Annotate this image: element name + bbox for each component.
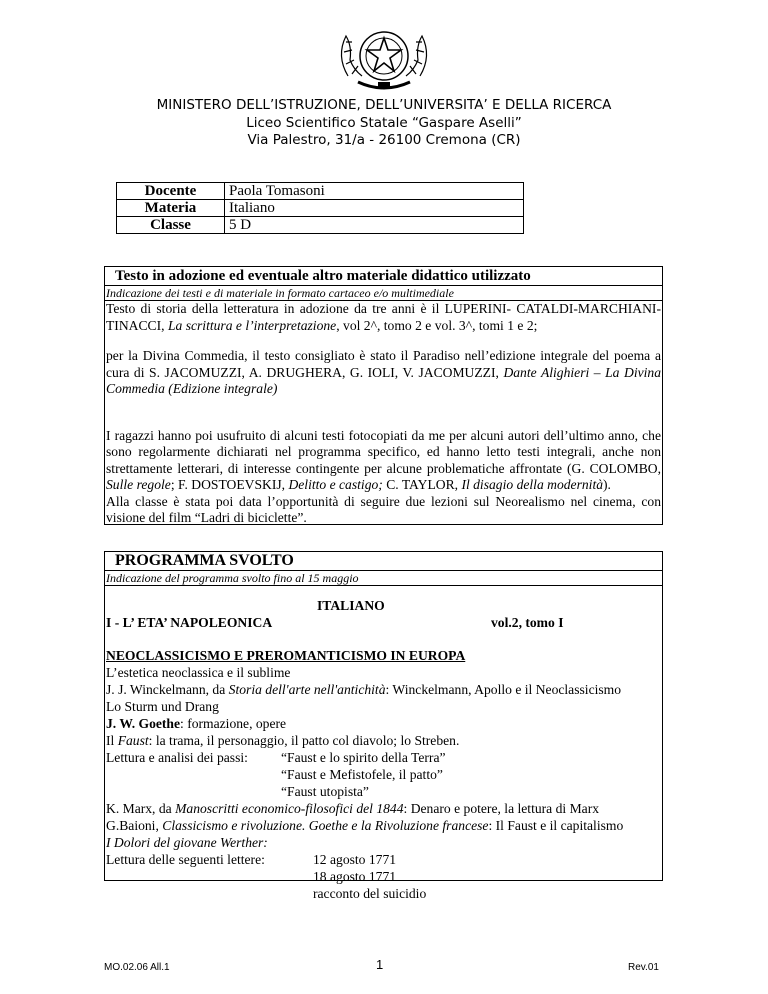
text-run: Testo di storia della letteratura in adozione da tre anni è il LUPERINI- CATALDI-MARCHIANI-TINACCI,: [106, 301, 661, 333]
school-address: Via Palestro, 31/a - 26100 Cremona (CR): [247, 132, 521, 148]
materials-paragraph: [106, 428, 661, 494]
text-run: ).: [603, 477, 611, 492]
info-row-materia: [117, 200, 524, 217]
materials-body: [105, 301, 662, 527]
page-number: 1: [376, 957, 384, 972]
letter-item: 18 agosto 1771: [313, 869, 397, 884]
passage-item: “Faust utopista”: [281, 784, 369, 799]
book-title: Il disagio della modernità: [461, 477, 604, 492]
info-label: Docente: [117, 183, 225, 200]
text-run: G.Baioni,: [106, 818, 163, 833]
info-value: Paola Tomasoni: [225, 183, 524, 200]
program-line: [106, 733, 459, 750]
info-label: Materia: [117, 200, 225, 217]
volume-ref: vol.2, tomo I: [491, 615, 564, 630]
book-title: Dante Alighieri – La Divina Commedia (Edizione integrale): [106, 364, 661, 396]
program-line: I Dolori del giovane Werther:: [106, 835, 268, 850]
text-run: : Denaro e potere, la lettura di Marx: [403, 801, 600, 816]
book-title: Manoscritti economico-filosofici del 1844: [175, 801, 404, 816]
book-title: Faust: [117, 733, 149, 748]
text-run: K. Marx, da: [106, 801, 176, 816]
program-line: Lo Sturm und Drang: [106, 699, 219, 714]
materials-paragraph: [106, 301, 661, 334]
revision: Rev.01: [628, 962, 659, 973]
republic-emblem: [328, 16, 440, 96]
text-run: C. TAYLOR,: [382, 477, 462, 492]
text-run: Il: [106, 733, 118, 748]
program-line: Lettura delle seguenti lettere:: [106, 852, 265, 867]
document-code: MO.02.06 All.1: [104, 962, 170, 973]
text-run: ; F. DOSTOEVSKIJ,: [170, 477, 289, 492]
info-value: 5 D: [225, 217, 524, 234]
book-title: Delitto e castigo;: [288, 477, 383, 492]
program-line: [106, 818, 623, 835]
programma-title: PROGRAMMA SVOLTO: [105, 552, 662, 571]
section-heading: NEOCLASSICISMO E PREROMANTICISMO IN EUROPA: [106, 648, 466, 663]
program-line: [106, 801, 599, 818]
program-line: [106, 716, 286, 733]
text-run: , vol 2^, tomo 2 e vol. 3^, tomi 1 e 2;: [336, 317, 538, 333]
text-run: : formazione, opere: [180, 716, 287, 731]
school-name: Liceo Scientifico Statale “Gaspare Aselli”: [246, 115, 522, 131]
book-title: La scrittura e l’interpretazione: [167, 317, 337, 333]
letter-item: 12 agosto 1771: [313, 852, 397, 867]
programma-body: [105, 586, 662, 901]
programma-subtitle: Indicazione del programma svolto fino al 15 maggio: [105, 571, 662, 586]
info-row-docente: [117, 183, 524, 200]
programma-box: [104, 551, 663, 901]
materials-subtitle: Indicazione dei testi e di materiale in formato cartaceo e/o multimediale: [105, 286, 662, 301]
materials-box: [104, 266, 663, 525]
subject-heading: ITALIANO: [317, 598, 385, 613]
text-run: J. J. Winckelmann, da: [106, 682, 229, 697]
passage-item: “Faust e Mefistofele, il patto”: [281, 767, 443, 782]
book-title: Classicismo e rivoluzione. Goethe e la Rivoluzione francese: [162, 818, 489, 833]
program-line: Lettura e analisi dei passi:: [106, 750, 248, 765]
text-run: : Il Faust e il capitalismo: [488, 818, 624, 833]
text-run: per la Divina Commedia, il testo consigliato è stato il Paradiso nell’edizione integrale del poema a cura di S. JACOMUZZI, A. DRUGHERA, G. IOLI, V. JACOMUZZI,: [106, 348, 661, 380]
info-row-classe: [117, 217, 524, 234]
ministry-name: MINISTERO DELL’ISTRUZIONE, DELL’UNIVERSITA’ E DELLA RICERCA: [156, 97, 612, 113]
info-label: Classe: [117, 217, 225, 234]
text-run: : la trama, il personaggio, il patto col diavolo; lo Streben.: [148, 733, 460, 748]
materials-paragraph: [106, 348, 661, 398]
passage-item: “Faust e lo spirito della Terra”: [281, 750, 446, 765]
author-name: J. W. Goethe: [106, 716, 181, 731]
materials-paragraph: Alla classe è stata poi data l’opportunità di seguire due lezioni sul Neorealismo nel cinema, con visione del film “Ladri di biciclette”.: [106, 493, 661, 525]
text-run: : Winckelmann, Apollo e il Neoclassicismo: [385, 682, 622, 697]
book-title: Storia dell'arte nell'antichità: [228, 682, 386, 697]
info-value: Italiano: [225, 200, 524, 217]
unit-heading: I - L’ ETA’ NAPOLEONICA: [106, 615, 273, 630]
program-line: L’estetica neoclassica e il sublime: [106, 665, 291, 680]
materials-title: Testo in adozione ed eventuale altro materiale didattico utilizzato: [105, 267, 662, 286]
program-line: [106, 682, 621, 699]
text-run: I ragazzi hanno poi usufruito di alcuni testi fotocopiati da me per alcuni autori dell’ultimo anno, che sono regolarmente dichiarati nel programma specifico, ed hanno letto testi integrali, anche non strettamente letterari, di interesse contingente per alcune problematiche affrontate (G. COLOMBO,: [106, 427, 661, 476]
book-title: Sulle regole: [106, 477, 171, 492]
info-table: [116, 182, 524, 234]
letter-item: racconto del suicidio: [313, 886, 427, 901]
